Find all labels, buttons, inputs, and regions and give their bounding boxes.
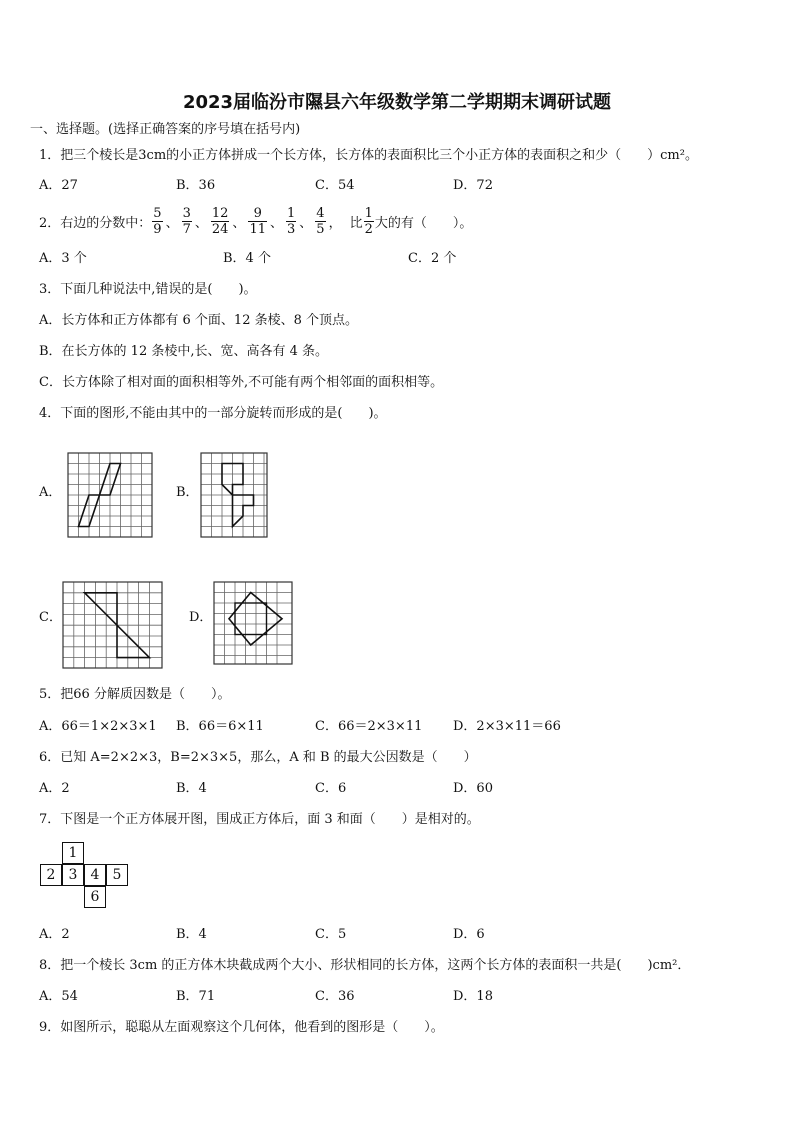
fraction-6: $\frac{4}{5}$ bbox=[316, 205, 325, 237]
net-face-5: 5 bbox=[106, 864, 128, 886]
question-2-option-a[interactable]: A．3 个 bbox=[39, 251, 87, 266]
net-face-1: 1 bbox=[62, 842, 84, 864]
question-4-label-a[interactable]: A． bbox=[39, 485, 62, 500]
fraction-4: $\frac{9}{11}$ bbox=[249, 205, 266, 237]
question-8-option-a[interactable]: A．54 bbox=[39, 989, 78, 1004]
fraction-5: $\frac{1}{3}$ bbox=[287, 205, 296, 237]
question-8-option-b[interactable]: B．71 bbox=[176, 989, 216, 1004]
question-7-option-d[interactable]: D．6 bbox=[453, 927, 485, 942]
fraction-compare: $\frac{1}{2}$ bbox=[364, 205, 373, 237]
question-4-stem: 4．下面的图形,不能由其中的一部分旋转而形成的是( )。 bbox=[39, 406, 387, 421]
fraction-3: $\frac{12}{24}$ bbox=[211, 205, 229, 237]
net-face-4: 4 bbox=[84, 864, 106, 886]
figure-d-grid bbox=[212, 580, 294, 666]
cube-net bbox=[40, 842, 132, 908]
section-heading: 一、选择题。(选择正确答案的序号填在括号内) bbox=[30, 122, 301, 137]
question-8-option-d[interactable]: D．18 bbox=[453, 989, 493, 1004]
question-6-option-d[interactable]: D．60 bbox=[453, 781, 493, 796]
question-3-stem: 3．下面几种说法中,错误的是( )。 bbox=[39, 282, 257, 297]
question-6-option-a[interactable]: A．2 bbox=[39, 781, 70, 796]
figure-c-grid bbox=[61, 580, 164, 670]
net-face-2: 2 bbox=[40, 864, 62, 886]
question-9-stem: 9．如图所示，聪聪从左面观察这个几何体，他看到的图形是（ ）。 bbox=[39, 1020, 444, 1035]
question-8-stem: 8．把一个棱长 3cm 的正方体木块截成两个大小、形状相同的长方体，这两个长方体的表面积一共是( )cm²． bbox=[39, 958, 691, 973]
question-2-option-b[interactable]: B．4 个 bbox=[223, 251, 271, 266]
question-6-option-b[interactable]: B．4 bbox=[176, 781, 207, 796]
figure-a-grid bbox=[66, 451, 154, 539]
question-7-option-b[interactable]: B．4 bbox=[176, 927, 207, 942]
question-3-option-b[interactable]: B．在长方体的 12 条棱中,长、宽、高各有 4 条。 bbox=[39, 344, 329, 359]
question-4-label-d[interactable]: D． bbox=[189, 610, 213, 625]
question-5-option-b[interactable]: B．66＝6×11 bbox=[176, 719, 264, 734]
page-title: 2023届临汾市隰县六年级数学第二学期期末调研试题 bbox=[182, 92, 612, 113]
question-2-stem: 2．右边的分数中： $\frac{5}{9}$ 、 $\frac{3}{7}$ 、 $\frac{12}{24}$ 、 $\frac{9}{11}$ 、 $\frac{1}{3}$ 、 $\frac{4}{5}$ ， 比 $\frac{1}{2}$ 大的有（ ）。 bbox=[39, 205, 473, 237]
fraction-2: $\frac{3}{7}$ bbox=[182, 205, 191, 237]
question-1-option-a[interactable]: A．27 bbox=[39, 178, 78, 193]
question-5-stem: 5．把66 分解质因数是（ ）。 bbox=[39, 687, 231, 702]
question-5-option-d[interactable]: D．2×3×11＝66 bbox=[453, 719, 561, 734]
net-face-3: 3 bbox=[62, 864, 84, 886]
question-6-stem: 6．已知 A=2×2×3，B=2×3×5，那么，A 和 B 的最大公因数是（ ） bbox=[39, 750, 477, 765]
net-face-6: 6 bbox=[84, 886, 106, 908]
question-3-option-a[interactable]: A．长方体和正方体都有 6 个面、12 条棱、8 个顶点。 bbox=[39, 313, 359, 328]
question-5-option-c[interactable]: C．66＝2×3×11 bbox=[315, 719, 423, 734]
question-6-option-c[interactable]: C．6 bbox=[315, 781, 347, 796]
question-5-option-a[interactable]: A．66＝1×2×3×1 bbox=[39, 719, 157, 734]
question-1-option-b[interactable]: B．36 bbox=[176, 178, 216, 193]
question-3-option-c[interactable]: C．长方体除了相对面的面积相等外,不可能有两个相邻面的面积相等。 bbox=[39, 375, 444, 390]
question-2-option-c[interactable]: C．2 个 bbox=[408, 251, 457, 266]
fraction-1: $\frac{5}{9}$ bbox=[153, 205, 162, 237]
question-8-option-c[interactable]: C．36 bbox=[315, 989, 355, 1004]
question-7-option-a[interactable]: A．2 bbox=[39, 927, 70, 942]
question-1-option-c[interactable]: C．54 bbox=[315, 178, 355, 193]
question-7-stem: 7．下图是一个正方体展开图，围成正方体后，面 3 和面（ ）是相对的。 bbox=[39, 812, 480, 827]
question-1-option-d[interactable]: D．72 bbox=[453, 178, 493, 193]
question-7-option-c[interactable]: C．5 bbox=[315, 927, 347, 942]
question-4-label-b[interactable]: B． bbox=[176, 485, 199, 500]
question-2-prefix: 2．右边的分数中： bbox=[39, 215, 152, 231]
figure-b-grid bbox=[199, 451, 269, 539]
question-1-stem: 1．把三个棱长是3cm的小正方体拼成一个长方体，长方体的表面积比三个小正方体的表面积之和少（ ）cm²。 bbox=[39, 148, 698, 163]
question-4-label-c[interactable]: C． bbox=[39, 610, 62, 625]
